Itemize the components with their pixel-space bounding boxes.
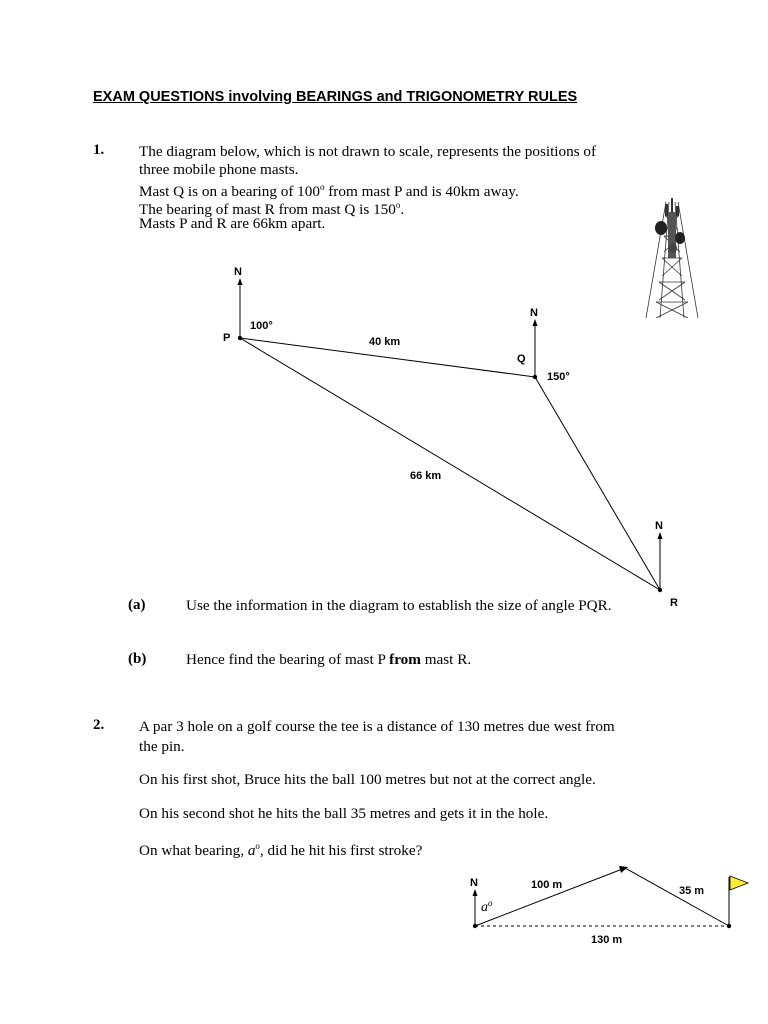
part-a-text: Use the information in the diagram to establish the size of angle PQR. (186, 597, 612, 614)
part-b-prefix: Hence find the bearing of mast P (186, 651, 390, 668)
q1-line-1: The diagram below, which is not drawn to scale, represents the positions of (139, 143, 597, 160)
length-label-pq: 40 km (369, 336, 401, 348)
q2-line-2: the pin. (139, 738, 185, 755)
length-label-pr: 66 km (410, 470, 442, 482)
q1-line-4-rest: . (400, 201, 405, 219)
part-a-label: (a) (128, 597, 146, 613)
page-title: EXAM QUESTIONS involving BEARINGS and TRIGONOMETRY RULES (93, 89, 578, 105)
q2-para-3: On his second shot he hits the ball 35 metres and gets it in the hole. (139, 805, 549, 822)
second-shot-label: 35 m (679, 885, 705, 897)
second-shot-line (625, 868, 729, 926)
q2-para-2: On his first shot, Bruce hits the ball 100 metres but not at the correct angle. (139, 771, 596, 788)
degree-sup: o (319, 182, 325, 192)
degree-sup: o (395, 200, 401, 210)
first-shot-label: 100 m (531, 879, 563, 891)
tee-dot (473, 924, 477, 928)
q2-line-1: A par 3 hole on a golf course the tee is a distance of 130 metres due west from (139, 718, 615, 735)
flag-icon (730, 876, 748, 890)
north-label-tee: N (470, 877, 478, 889)
north-arrow-tee (473, 889, 478, 896)
question-2-number: 2. (93, 717, 105, 733)
point-r-label: R (670, 597, 678, 609)
pin-dot (727, 924, 731, 928)
q2-para-4-prefix: On what bearing, (139, 842, 248, 860)
part-b-label: (b) (128, 651, 147, 667)
north-label-r: N (655, 520, 663, 532)
part-b-suffix: mast R. (420, 651, 472, 668)
point-q-label: Q (517, 353, 526, 365)
baseline-label: 130 m (591, 934, 623, 946)
q1-line-3-rest: from mast P and is 40km away. (324, 183, 519, 201)
north-label-q: N (530, 307, 538, 319)
q1-line-2: three mobile phone masts. (139, 161, 299, 178)
q2-bearing-sup: o (255, 841, 260, 851)
q1-line-5: Masts P and R are 66km apart. (139, 215, 326, 232)
angle-label-p: 100° (250, 320, 273, 332)
north-label-p: N (234, 266, 242, 278)
q1-line-4-start: The bearing of mast R from mast Q is 150 (139, 201, 396, 219)
angle-a-label: $a^o$ (481, 898, 493, 915)
q2-bearing-var: a (247, 842, 256, 860)
first-shot-line (475, 868, 625, 926)
question-1-number: 1. (93, 142, 105, 158)
point-p-label: P (223, 332, 231, 344)
part-b-bold: from (389, 651, 421, 668)
q1-line-3-start: Mast Q is on a bearing of 100 (139, 183, 320, 201)
first-shot-arrowhead (619, 866, 628, 873)
angle-label-q: 150° (547, 371, 570, 383)
q2-para-4-suffix: , did he hit his first stroke? (259, 842, 423, 860)
